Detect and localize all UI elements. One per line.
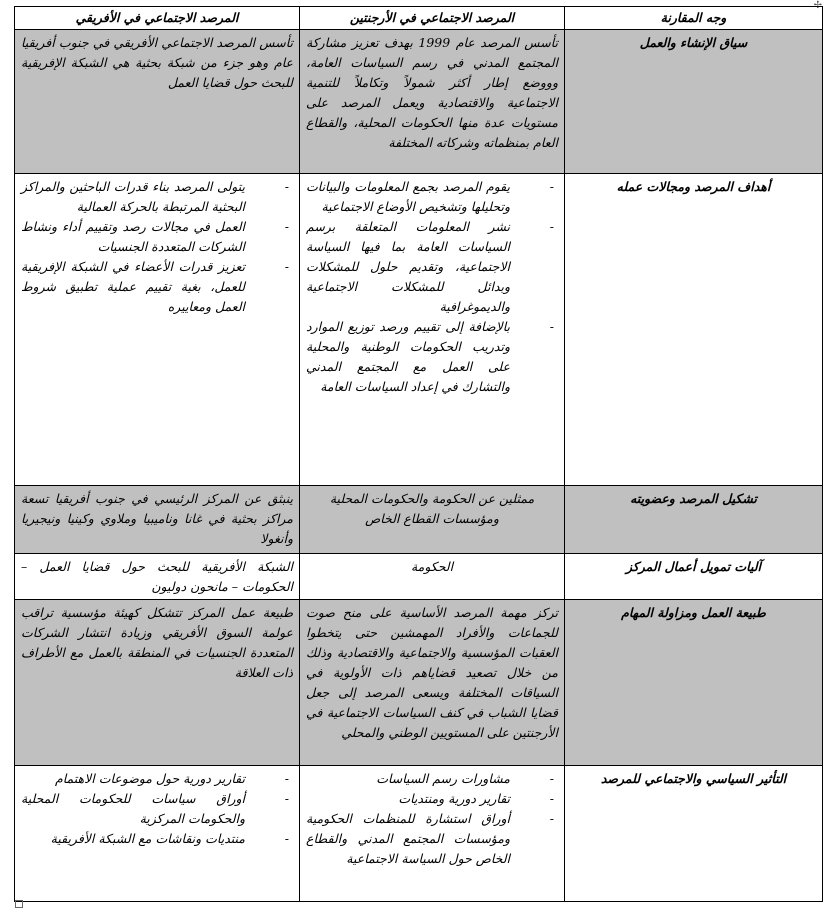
- row-objectives: [15, 174, 823, 486]
- header-aspect: وجه المقارنة: [565, 7, 823, 30]
- africa-list: [21, 177, 293, 317]
- list-item: - أوراق سياسات للحكومات المحلية والحكومات المركزية: [21, 789, 293, 829]
- paragraph-marker-icon: [15, 900, 23, 908]
- list-item: - مشاورات رسم السياسات: [306, 769, 558, 789]
- comparison-table: [14, 6, 823, 902]
- argentina-cell: الحكومة: [300, 554, 565, 600]
- list-item: - يتولى المرصد بناء قدرات الباحثين والمراكز البحثية المرتبطة بالحركة العمالية: [21, 177, 293, 217]
- list-item: - أوراق استشارة للمنظمات الحكومية ومؤسسات المجتمع المدني والقطاع الخاص حول السياسة الاجتماعية: [306, 809, 558, 869]
- aspect-cell: آليات تمويل أعمال المركز: [565, 554, 823, 600]
- argentina-cell: ممثلين عن الحكومة والحكومات المحلية ومؤسسات القطاع الخاص: [300, 486, 565, 554]
- africa-cell: الشبكة الأفريقية للبحث حول قضايا العمل – الحكومات – مانحون دوليون: [15, 554, 300, 600]
- africa-cell: تأسس المرصد الاجتماعي الأفريقي في جنوب أفريقيا عام وهو جزء من شبكة بحثية هي الشبكة الإفريقية للبحث حول قضايا العمل: [15, 30, 300, 174]
- row-funding: [15, 554, 823, 600]
- row-influence: [15, 766, 823, 902]
- argentina-list: [306, 177, 558, 397]
- list-item: - العمل في مجالات رصد وتقييم أداء ونشاط الشركات المتعددة الجنسيات: [21, 217, 293, 257]
- aspect-cell: سياق الإنشاء والعمل: [565, 30, 823, 174]
- argentina-cell: [300, 766, 565, 902]
- list-item: - منتديات ونقاشات مع الشبكة الأفريقية: [21, 829, 293, 849]
- list-item: - تقارير دورية ومنتديات: [306, 789, 558, 809]
- header-africa: المرصد الاجتماعي في الأفريقي: [15, 7, 300, 30]
- aspect-cell: التأثير السياسي والاجتماعي للمرصد: [565, 766, 823, 902]
- header-argentina: المرصد الاجتماعي في الأرجنتين: [300, 7, 565, 30]
- aspect-cell: أهداف المرصد ومجالات عمله: [565, 174, 823, 486]
- list-item: - تعزيز قدرات الأعضاء في الشبكة الإفريقية للعمل، بغية تقييم عملية تطبيق شروط العمل ومعاييره: [21, 257, 293, 317]
- header-row: [15, 7, 823, 30]
- list-item: - نشر المعلومات المتعلقة برسم السياسات العامة بما فيها السياسة الاجتماعية، وتقديم حلول للمشكلات وبدائل للمشكلات الاجتماعية والديموغرافية: [306, 217, 558, 317]
- argentina-cell: [300, 174, 565, 486]
- row-nature: [15, 600, 823, 766]
- africa-cell: [15, 174, 300, 486]
- africa-cell: طبيعة عمل المركز تتشكل كهيئة مؤسسية تراقب عولمة السوق الأفريقي وزيادة انتشار الشركات المتعددة الجنسيات في المنطقة بالعمل مع الأطراف ذات العلاقة: [15, 600, 300, 766]
- aspect-cell: تشكيل المرصد وعضويته: [565, 486, 823, 554]
- row-establishment: [15, 30, 823, 174]
- row-membership: [15, 486, 823, 554]
- list-item: - تقارير دورية حول موضوعات الاهتمام: [21, 769, 293, 789]
- list-item: - بالإضافة إلى تقييم ورصد توزيع الموارد وتدريب الحكومات الوطنية والمحلية على العمل مع المجتمع المدني والتشارك في إعداد السياسات العامة: [306, 317, 558, 397]
- argentina-list: [306, 769, 558, 869]
- aspect-cell: طبيعة العمل ومزاولة المهام: [565, 600, 823, 766]
- table-move-handle-icon[interactable]: ✢: [813, 0, 822, 11]
- argentina-cell: تركز مهمة المرصد الأساسية على منح صوت للجماعات والأفراد المهمشين حتى يتخطوا العقبات المؤسسية والاجتماعية والاقتصادية وذلك من خلال تصعيد قضاياهم ذات الأولوية في السياقات المختلفة ويسعى المرصد إلى جعل قضايا الشباب في كنف السياسات الاجتماعية في الأرجنتين على المستويين الوطني والمحلي: [300, 600, 565, 766]
- africa-cell: [15, 766, 300, 902]
- africa-list: [21, 769, 293, 849]
- africa-cell: ينبثق عن المركز الرئيسي في جنوب أفريقيا تسعة مراكز بحثية في غانا وناميبيا وملاوي وكينيا ونيجيريا وأنغولا: [15, 486, 300, 554]
- argentina-cell: تأسس المرصد عام 1999 بهدف تعزيز مشاركة المجتمع المدني في رسم السياسات العامة، وووضع إطار أكثر شمولاً وتكاملاً للتنمية الاجتماعية والاقتصادية ويعمل المرصد على مستويات عدة منها الحكومات المحلية، والقطاع العام بمنظماته وشركاته المختلفة: [300, 30, 565, 174]
- list-item: - يقوم المرصد بجمع المعلومات والبيانات وتحليلها وتشخيص الأوضاع الاجتماعية: [306, 177, 558, 217]
